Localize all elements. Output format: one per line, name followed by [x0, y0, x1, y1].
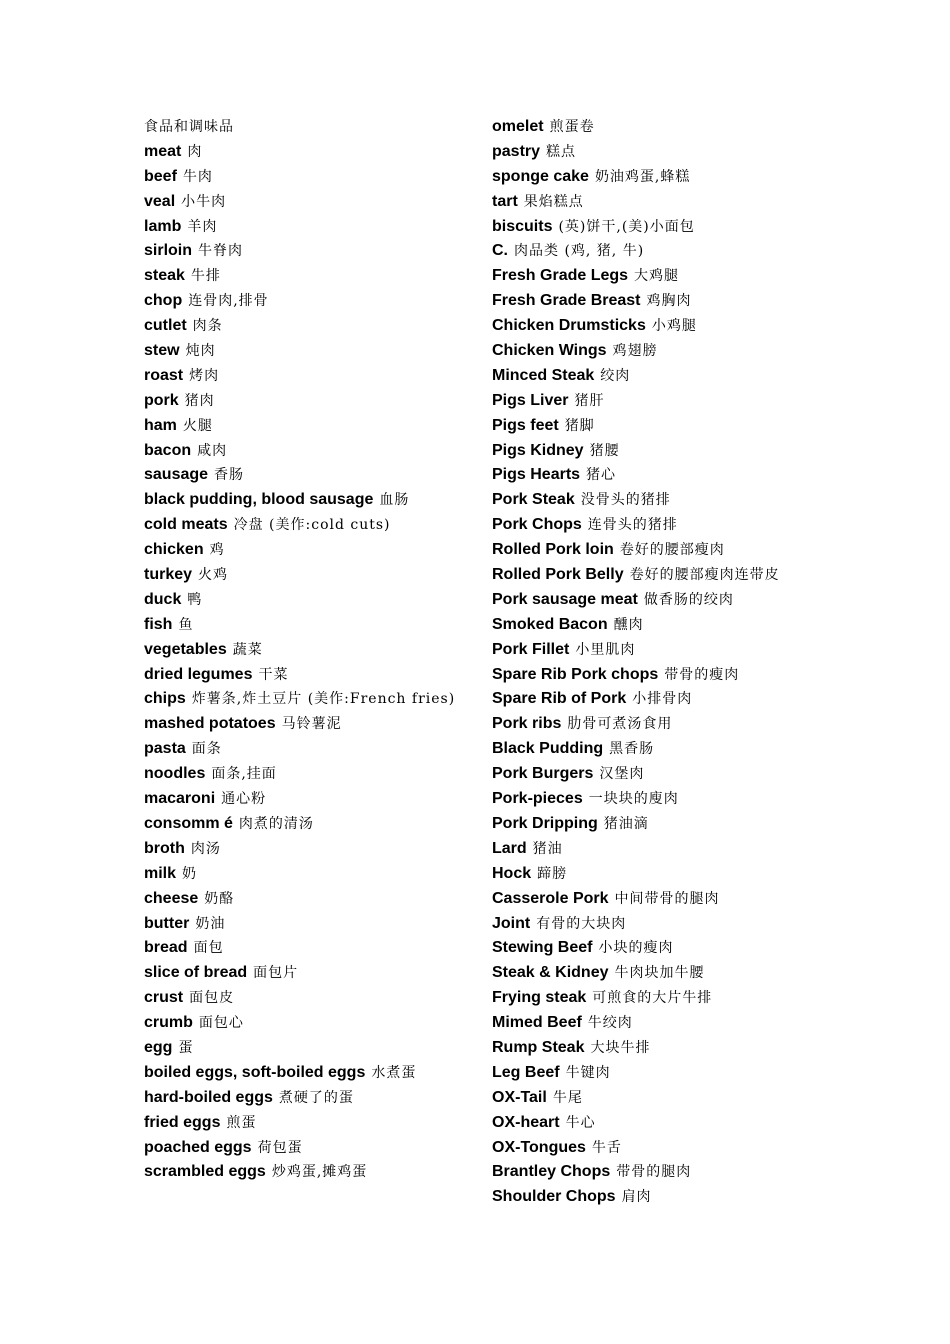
chinese-translation: 小块的瘦肉: [598, 940, 674, 957]
vocab-entry: [144, 239, 474, 264]
vocab-entry: [492, 812, 912, 837]
english-term: Pigs Hearts: [492, 466, 581, 484]
chinese-translation: 猪肉: [184, 392, 215, 409]
vocab-entry: [144, 588, 474, 613]
chinese-translation: 做香肠的绞肉: [643, 591, 734, 608]
chinese-translation: 可煎食的大片牛排: [592, 990, 713, 1007]
chinese-translation: 肉品类 (鸡, 猪, 牛): [514, 243, 645, 260]
left-column: [144, 115, 474, 1185]
vocab-entry: [492, 463, 912, 488]
english-term: Rolled Pork Belly: [492, 566, 624, 584]
vocab-entry: [492, 165, 912, 190]
vocab-entry: [492, 837, 912, 862]
vocab-entry: [144, 1136, 474, 1161]
english-term: hard-boiled eggs: [144, 1088, 273, 1106]
vocab-entry: [492, 936, 912, 961]
right-column: [492, 115, 912, 1210]
english-term: sirloin: [144, 242, 193, 260]
english-term: Casserole Pork: [492, 889, 609, 907]
vocab-entry: [144, 613, 474, 638]
vocab-entry: [144, 1160, 474, 1185]
chinese-translation: 火鸡: [198, 567, 229, 584]
vocab-entry: [492, 588, 912, 613]
chinese-translation: 牛舌: [591, 1139, 622, 1156]
vocab-entry: [492, 737, 912, 762]
chinese-translation: 果焰糕点: [523, 193, 584, 210]
chinese-translation: 小里肌肉: [575, 641, 636, 658]
chinese-translation: 香肠: [214, 467, 245, 484]
chinese-translation: 火腿: [182, 417, 213, 434]
vocab-entry: [492, 1086, 912, 1111]
chinese-translation: (英)饼干,(美)小面包: [558, 218, 695, 235]
chinese-translation: 带骨的瘦肉: [664, 666, 740, 683]
english-term: steak: [144, 267, 185, 285]
chinese-translation: 鸡: [209, 542, 225, 559]
english-term: pasta: [144, 740, 186, 758]
vocab-entry: [492, 1036, 912, 1061]
english-term: butter: [144, 914, 190, 932]
vocab-entry: [144, 737, 474, 762]
vocab-entry: [144, 712, 474, 737]
vocab-entry: [144, 638, 474, 663]
chinese-translation: 面条: [191, 741, 222, 758]
vocab-entry: [144, 463, 474, 488]
english-term: cheese: [144, 889, 199, 907]
vocab-entry: [492, 339, 912, 364]
english-term: Steak & Kidney: [492, 964, 609, 982]
english-term: crumb: [144, 1014, 193, 1032]
english-term: sausage: [144, 466, 209, 484]
english-term: fried eggs: [144, 1113, 221, 1131]
english-term: consomm é: [144, 814, 233, 832]
vocab-entry: [492, 787, 912, 812]
chinese-translation: 猪脚: [564, 417, 595, 434]
section-title: 食品和调味品: [144, 119, 234, 135]
chinese-translation: 干菜: [258, 666, 289, 683]
english-term: Fresh Grade Breast: [492, 292, 641, 310]
chinese-translation: 肉: [187, 143, 203, 160]
vocab-entry: [492, 986, 912, 1011]
chinese-translation: 猪腰: [589, 442, 620, 459]
chinese-translation: 面包心: [198, 1015, 244, 1032]
english-term: chop: [144, 292, 183, 310]
english-term: Rump Steak: [492, 1038, 585, 1056]
vocab-entry: [144, 862, 474, 887]
chinese-translation: 面包皮: [189, 990, 235, 1007]
chinese-translation: 大鸡腿: [634, 268, 680, 285]
chinese-translation: 血肠: [379, 492, 410, 509]
english-term: broth: [144, 839, 185, 857]
english-term: Mimed Beef: [492, 1014, 582, 1032]
chinese-translation: 猪肝: [574, 392, 605, 409]
vocab-entry: [144, 488, 474, 513]
chinese-translation: 咸肉: [197, 442, 228, 459]
english-term: sponge cake: [492, 167, 589, 185]
vocab-entry: [144, 289, 474, 314]
english-term: bread: [144, 939, 188, 957]
english-term: Spare Rib of Pork: [492, 690, 627, 708]
vocab-entry: [144, 837, 474, 862]
english-term: stew: [144, 342, 180, 360]
vocab-entry: [144, 364, 474, 389]
vocab-entry: [492, 862, 912, 887]
chinese-translation: 肋骨可煮汤食用: [567, 716, 673, 733]
vocab-entry: [492, 140, 912, 165]
vocab-entry: [144, 264, 474, 289]
english-term: Frying steak: [492, 989, 587, 1007]
chinese-translation: 奶: [182, 865, 198, 882]
chinese-translation: 牛肉: [182, 168, 213, 185]
chinese-translation: 面条,挂面: [211, 766, 277, 783]
vocab-entry: [144, 663, 474, 688]
chinese-translation: 连骨头的猪排: [587, 517, 678, 534]
vocab-entry: [492, 190, 912, 215]
chinese-translation: 肩肉: [621, 1189, 652, 1206]
vocab-entry: [144, 165, 474, 190]
vocab-entry: [144, 912, 474, 937]
english-term: crust: [144, 989, 184, 1007]
vocab-entry: [144, 787, 474, 812]
chinese-translation: 猪油: [532, 840, 563, 857]
english-term: cold meats: [144, 516, 228, 534]
vocab-entry: [144, 762, 474, 787]
vocab-entry: [144, 439, 474, 464]
english-term: boiled eggs, soft-boiled eggs: [144, 1063, 366, 1081]
english-term: egg: [144, 1038, 173, 1056]
vocab-entry: [144, 314, 474, 339]
english-term: omelet: [492, 118, 544, 135]
english-term: scrambled eggs: [144, 1163, 266, 1181]
english-term: Pork Fillet: [492, 640, 570, 658]
vocab-entry: [492, 364, 912, 389]
english-term: Lard: [492, 839, 527, 857]
chinese-translation: 牛尾: [552, 1089, 583, 1106]
chinese-translation: 烤肉: [189, 367, 220, 384]
chinese-translation: 黑香肠: [609, 741, 655, 758]
english-term: Pork Dripping: [492, 814, 598, 832]
chinese-translation: 牛排: [190, 268, 221, 285]
chinese-translation: 小牛肉: [181, 193, 227, 210]
vocab-entry: [144, 887, 474, 912]
chinese-translation: 一块块的廋肉: [588, 791, 679, 808]
chinese-translation: 奶油鸡蛋,蜂糕: [594, 168, 691, 185]
chinese-translation: 鱼: [178, 616, 194, 633]
chinese-translation: 肉条: [192, 318, 223, 335]
chinese-translation: 带骨的腿肉: [616, 1164, 692, 1181]
chinese-translation: 蛋: [178, 1039, 194, 1056]
english-term: Pork sausage meat: [492, 590, 638, 608]
vocab-entry: [492, 663, 912, 688]
chinese-translation: 小鸡腿: [651, 318, 697, 335]
english-term: dried legumes: [144, 665, 253, 683]
english-term: bacon: [144, 441, 192, 459]
english-term: OX-Tongues: [492, 1138, 586, 1156]
vocab-entry: [144, 389, 474, 414]
vocab-entry: [492, 314, 912, 339]
vocab-entry: [144, 140, 474, 165]
vocab-entry: [492, 513, 912, 538]
english-term: chips: [144, 690, 186, 708]
english-term: C.: [492, 242, 508, 260]
vocab-entry: [492, 638, 912, 663]
chinese-translation: 鸡胸肉: [646, 293, 692, 310]
chinese-translation: 汉堡肉: [599, 766, 645, 783]
english-term: Black Pudding: [492, 740, 604, 758]
chinese-translation: 没骨头的猪排: [580, 492, 671, 509]
english-term: Leg Beef: [492, 1063, 560, 1081]
chinese-translation: 牛键肉: [565, 1064, 611, 1081]
chinese-translation: 牛心: [565, 1114, 596, 1131]
vocab-entry: [144, 1111, 474, 1136]
vocab-entry: [144, 687, 464, 712]
vocab-entry: [492, 961, 912, 986]
vocab-entry: [492, 712, 912, 737]
chinese-translation: 面包: [193, 940, 224, 957]
english-term: black pudding, blood sausage: [144, 491, 374, 509]
english-term: OX-Tail: [492, 1088, 547, 1106]
chinese-translation: 中间带骨的腿肉: [614, 890, 720, 907]
chinese-translation: 肉汤: [190, 840, 221, 857]
chinese-translation: 牛脊肉: [198, 243, 244, 260]
vocab-entry: [492, 215, 912, 240]
vocab-entry: [492, 563, 912, 588]
english-term: Minced Steak: [492, 366, 595, 384]
chinese-translation: 醺肉: [613, 616, 644, 633]
chinese-translation: 牛绞肉: [587, 1015, 633, 1032]
english-term: Pork Burgers: [492, 765, 594, 783]
vocab-entry: [492, 1011, 912, 1036]
english-term: lamb: [144, 217, 182, 235]
english-term: noodles: [144, 765, 206, 783]
vocab-entry: [144, 538, 474, 563]
vocab-entry: [144, 414, 474, 439]
vocab-entry: [492, 762, 912, 787]
chinese-translation: 猪心: [586, 467, 617, 484]
chinese-translation: 大块牛排: [590, 1039, 651, 1056]
vocab-entry: [492, 1111, 912, 1136]
chinese-translation: 煎蛋: [226, 1114, 257, 1131]
english-term: tart: [492, 192, 518, 210]
chinese-translation: 卷好的腰部瘦肉连带皮: [629, 567, 780, 584]
vocab-entry: [144, 1036, 474, 1061]
english-term: beef: [144, 167, 177, 185]
chinese-translation: 有骨的大块肉: [536, 915, 627, 932]
vocab-entry: [144, 1086, 474, 1111]
chinese-translation: 冷盘 (美作:cold cuts): [233, 517, 391, 534]
chinese-translation: 连骨肉,排骨: [188, 293, 269, 310]
chinese-translation: 奶油: [195, 915, 226, 932]
vocab-entry: [144, 936, 474, 961]
vocab-entry: [492, 887, 912, 912]
english-term: Hock: [492, 864, 532, 882]
english-term: Chicken Wings: [492, 342, 607, 360]
english-term: cutlet: [144, 317, 187, 335]
vocab-entry: [492, 538, 912, 563]
chinese-translation: 肉煮的清汤: [238, 815, 314, 832]
vocab-entry: [492, 687, 912, 712]
chinese-translation: 面包片: [253, 965, 299, 982]
english-term: Pigs Liver: [492, 391, 569, 409]
chinese-translation: 绞肉: [600, 367, 631, 384]
vocab-entry: [492, 389, 912, 414]
english-term: poached eggs: [144, 1138, 252, 1156]
chinese-translation: 糕点: [546, 143, 577, 160]
vocab-entry: [144, 1061, 474, 1086]
vocab-entry: [492, 1061, 912, 1086]
vocab-entry: [144, 812, 474, 837]
english-term: meat: [144, 142, 182, 160]
english-term: mashed potatoes: [144, 715, 276, 733]
chinese-translation: 马铃薯泥: [281, 716, 342, 733]
english-term: macaroni: [144, 790, 216, 808]
vocab-entry: [492, 264, 912, 289]
chinese-translation: 蔬菜: [232, 641, 263, 658]
english-term: Joint: [492, 914, 531, 932]
english-term: Smoked Bacon: [492, 615, 608, 633]
chinese-translation: 奶酪: [204, 890, 235, 907]
vocab-entry: [144, 339, 474, 364]
vocab-entry: [492, 439, 912, 464]
english-term: slice of bread: [144, 964, 248, 982]
chinese-translation: 煮硬了的蛋: [278, 1089, 354, 1106]
english-term: veal: [144, 192, 176, 210]
chinese-translation: 牛肉块加牛腰: [614, 965, 705, 982]
english-term: Pigs feet: [492, 416, 559, 434]
chinese-translation: 荷包蛋: [257, 1139, 303, 1156]
english-term: Stewing Beef: [492, 939, 593, 957]
vocab-entry: [492, 613, 912, 638]
english-term: turkey: [144, 566, 193, 584]
chinese-translation: 羊肉: [187, 218, 218, 235]
english-term: OX-heart: [492, 1113, 560, 1131]
english-term: Spare Rib Pork chops: [492, 665, 659, 683]
chinese-translation: 鸡翅膀: [612, 343, 658, 360]
english-term: vegetables: [144, 640, 227, 658]
english-term: ham: [144, 416, 177, 434]
english-term: duck: [144, 590, 182, 608]
vocab-entry: [492, 239, 912, 264]
vocab-entry: [492, 289, 912, 314]
english-term: Brantley Chops: [492, 1163, 611, 1181]
english-term: Rolled Pork loin: [492, 541, 614, 559]
vocab-entry: [144, 1011, 474, 1036]
chinese-translation: 炖肉: [185, 343, 216, 360]
chinese-translation: 卷好的腰部瘦肉: [619, 542, 725, 559]
chinese-translation: 通心粉: [221, 791, 267, 808]
english-term: Pork Steak: [492, 491, 575, 509]
chinese-translation: 水煮蛋: [371, 1064, 417, 1081]
chinese-translation: 鸭: [187, 591, 203, 608]
english-term: Fresh Grade Legs: [492, 267, 629, 285]
english-term: Shoulder Chops: [492, 1188, 616, 1206]
english-term: roast: [144, 366, 184, 384]
english-term: Pork-pieces: [492, 790, 583, 808]
vocab-entry: [492, 1185, 912, 1210]
vocab-entry: [144, 961, 474, 986]
chinese-translation: 炒鸡蛋,摊鸡蛋: [271, 1164, 368, 1181]
english-term: fish: [144, 615, 173, 633]
vocab-entry: [492, 414, 912, 439]
vocab-entry: [492, 1160, 912, 1185]
chinese-translation: 蹄膀: [537, 865, 568, 882]
chinese-translation: 炸薯条,炸土豆片 (美作:French fries): [191, 691, 456, 708]
chinese-translation: 煎蛋卷: [549, 119, 595, 135]
english-term: Chicken Drumsticks: [492, 317, 646, 335]
vocab-entry: [492, 488, 912, 513]
english-term: Pigs Kidney: [492, 441, 584, 459]
vocab-entry: [144, 190, 474, 215]
english-term: pastry: [492, 142, 541, 160]
vocab-entry: [144, 513, 474, 538]
vocab-entry: [492, 1136, 912, 1161]
vocab-entry: [144, 563, 474, 588]
vocab-entry: [492, 912, 912, 937]
chinese-translation: 猪油滴: [603, 815, 649, 832]
english-term: pork: [144, 391, 179, 409]
vocab-entry: [144, 986, 474, 1011]
english-term: Pork ribs: [492, 715, 562, 733]
english-term: biscuits: [492, 217, 553, 235]
english-term: milk: [144, 864, 177, 882]
vocab-entry: [144, 215, 474, 240]
english-term: chicken: [144, 541, 204, 559]
chinese-translation: 小排骨肉: [632, 691, 693, 708]
english-term: Pork Chops: [492, 516, 582, 534]
vocab-entry: [492, 115, 912, 140]
